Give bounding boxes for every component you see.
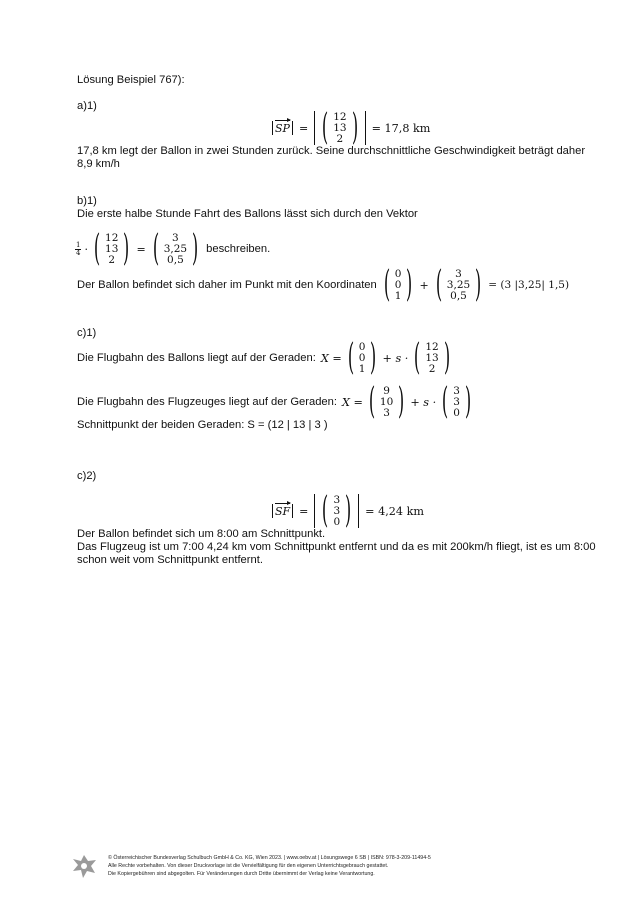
vector-b1-result: ( 3 3,25 0,5 ) — [152, 228, 199, 269]
vector-c1-plane-direction: ( 3 3 0 ) — [442, 381, 472, 422]
section-label-b1: b)1) — [77, 195, 97, 207]
paragraph-b1-line2: Der Ballon befindet sich daher im Punkt mit den Koordinaten — [77, 279, 377, 291]
vector-b1-direction: ( 12 13 2 ) — [93, 228, 130, 269]
equation-c1-balloon: Die Flugbahn des Ballons liegt auf der Geraden: X = ( 0 0 1 ) + s · ( 12 13 2 ) — [77, 339, 455, 377]
b1-suffix: beschreiben. — [206, 243, 271, 255]
section-label-a1: a)1) — [77, 100, 97, 112]
vector-c1-balloon-direction: ( 12 13 2 ) — [414, 337, 450, 378]
paragraph-a1: 17,8 km legt der Ballon in zwei Stunden zurück. Seine durchschnittliche Geschwindigkeit beträgt daher — [77, 145, 586, 157]
result-a1: = 17,8 km — [371, 121, 431, 135]
paragraph-a1-line2: 8,9 km/h — [77, 158, 120, 170]
c1-line2-text: Die Flugbahn des Flugzeuges liegt auf der Geraden: — [77, 396, 337, 408]
section-label-c2: c)2) — [77, 470, 97, 482]
result-c2: = 4,24 km — [365, 504, 424, 518]
vector-b1-start: ( 0 0 1 ) — [383, 264, 413, 305]
equation-b1: $\frac{1}{4}$ · ( 12 13 2 ) = ( 3 3,25 0,5 ) beschreiben. — [76, 228, 271, 269]
vector-b1-shift: ( 3 3,25 0,5 ) — [435, 264, 482, 305]
equation-c2: SF = ( 3 3 0 ) = 4,24 km — [270, 493, 424, 529]
equation-a1: SP = ( 12 13 2 ) = 17,8 km — [270, 110, 430, 146]
vector-a1: ( 12 13 2 ) — [322, 107, 358, 148]
page-title: Lösung Beispiel 767): — [77, 74, 185, 86]
vector-sf: SF — [275, 504, 291, 518]
paragraph-c2-line3: schon weit vom Schnittpunkt entfernt. — [77, 554, 263, 566]
vector-c2: ( 3 3 0 ) — [322, 490, 352, 531]
equation-c1-plane: Die Flugbahn des Flugzeuges liegt auf der Geraden: X = ( 9 10 3 ) + s · ( 3 3 0 ) — [77, 383, 476, 421]
vector-c1-plane-point: ( 9 10 3 ) — [368, 381, 405, 422]
footer-copyright: © Österreichischer Bundesverlag Schulbuch GmbH & Co. KG, Wien 2023. | www.oebv.at | Lösungswege 6 SB | ISBN: 978-3-209-11494-5 Alle Rechte vorbehalten. Von dieser Druckvorlage ist die Vervielfältigung für den eigenen Unterrichtsgebrauch gestattet. Die Kopiergebühren sind abgegolten. Für Veränderungen durch Dritte übernimmt der Verlag keine Verantwortung. — [108, 855, 431, 877]
fraction-quarter: $\frac{1}{4}$ — [76, 240, 81, 257]
c1-intersection: Schnittpunkt der beiden Geraden: S = (12 | 13 | 3 ) — [77, 419, 328, 431]
vector-sp: SP — [275, 121, 290, 135]
paragraph-c2-line2: Das Flugzeug ist um 7:00 4,24 km vom Schnittpunkt entfernt und da es mit 200km/h fliegt, ist es um 8:00 — [77, 541, 596, 553]
paragraph-b1: Die erste halbe Stunde Fahrt des Ballons lässt sich durch den Vektor — [77, 208, 418, 220]
vector-c1-balloon-point: ( 0 0 1 ) — [347, 337, 377, 378]
equation-b1-point: Der Ballon befindet sich daher im Punkt mit den Koordinaten ( 0 0 1 ) + ( 3 3,25 0,5 ) = (3 |3,25| 1,5) — [77, 264, 570, 305]
vector-a1-values: 12 13 2 — [333, 110, 347, 145]
publisher-logo-icon — [70, 853, 98, 879]
b1-result: = (3 |3,25| 1,5) — [488, 279, 570, 291]
c1-line1-text: Die Flugbahn des Ballons liegt auf der Geraden: — [77, 352, 316, 364]
section-label-c1: c)1) — [77, 327, 97, 339]
paragraph-c2-line1: Der Ballon befindet sich um 8:00 am Schnittpunkt. — [77, 528, 326, 540]
